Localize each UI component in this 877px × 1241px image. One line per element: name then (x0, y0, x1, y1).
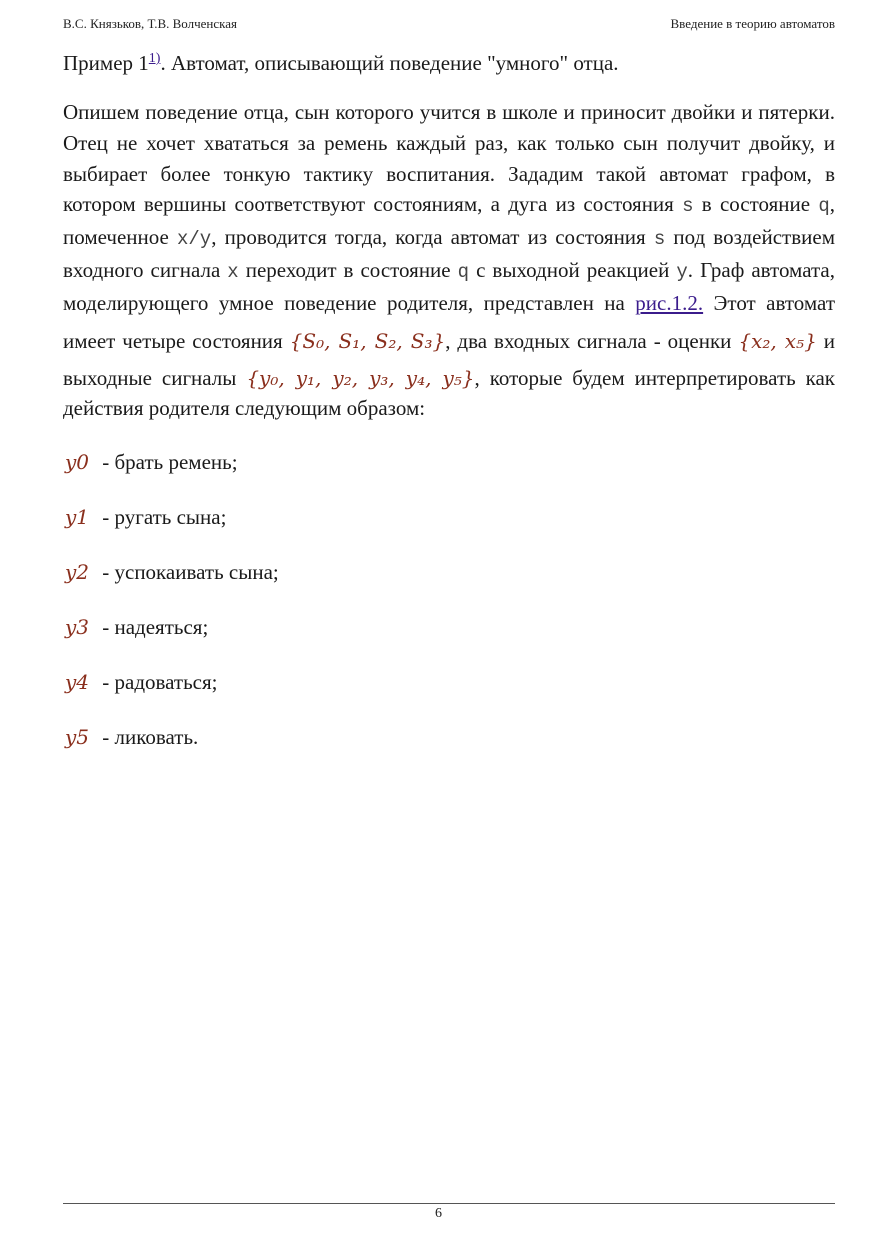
para-text: Опишем поведение отца, сын которого учится в школе и приносит двойки и пятерки. Отец не хочет хвататься за ремень каждый раз, как только сын получит двойку, и выбирает более тонкую тактику воспитания. Зададим такой автомат графом, в котором вершины соответствуют состояниям, а дуга из состояния (63, 100, 835, 217)
action-text: - брать ремень; (102, 450, 238, 475)
inputs-set: {x₂, x₅} (738, 328, 817, 353)
para-text: и выходные сигналы (63, 328, 836, 390)
action-text: - ликовать. (102, 725, 199, 750)
para-text: Этот автомат имеет четыре состояния (63, 290, 835, 353)
code-xy: x/y (177, 228, 212, 251)
para-text: . Граф автомата, моделирующего умное поведение родителя, представлен на (63, 257, 835, 315)
list-item (63, 497, 835, 552)
code-s: s (682, 195, 694, 218)
code-q: q (457, 260, 470, 283)
page-number: 6 (435, 1206, 442, 1221)
para-text: , помеченное (63, 192, 835, 250)
list-item (63, 717, 835, 772)
states-set: {S₀, S₁, S₂, S₃} (289, 328, 446, 353)
title-prefix: Пример 1 (63, 51, 149, 75)
main-paragraph (63, 97, 835, 424)
actions-list (63, 442, 835, 772)
para-text: , проводится тогда, когда автомат из состояния (211, 225, 654, 250)
header-book-title: Введение в теорию автоматов (670, 16, 835, 31)
list-item (63, 442, 835, 497)
para-text: в состояние (693, 192, 819, 217)
header-authors: В.С. Князьков, Т.В. Волченская (63, 16, 238, 31)
page-content (63, 40, 835, 772)
action-symbol: y3 (65, 615, 90, 640)
para-text: с выходной реакцией (469, 257, 677, 282)
list-item (63, 662, 835, 717)
title-rest: . Автомат, описывающий поведение "умного" отца. (160, 51, 619, 75)
code-x: x (227, 260, 239, 283)
para-text: под воздействием входного сигнала (63, 225, 835, 282)
action-text: - ругать сына; (102, 505, 227, 530)
action-text: - радоваться; (102, 670, 218, 695)
action-symbol: y2 (65, 560, 90, 585)
list-item (63, 607, 835, 662)
figure-link[interactable]: рис.1.2. (635, 290, 704, 315)
list-item (63, 552, 835, 607)
action-symbol: y4 (65, 670, 90, 695)
para-text: переходит в состояние (238, 257, 458, 282)
page-header (63, 16, 835, 36)
code-q: q (818, 195, 830, 218)
action-symbol: y0 (65, 450, 90, 475)
action-symbol: y5 (65, 725, 90, 750)
outputs-set: {y₀, y₁, y₂, y₃, y₄, y₅} (246, 365, 475, 390)
action-text: - успокаивать сына; (102, 560, 279, 585)
action-text: - надеяться; (102, 615, 209, 640)
code-s: s (653, 228, 666, 251)
footnote-link[interactable]: 1) (148, 51, 161, 66)
para-text: , два входных сигнала - оценки (445, 328, 739, 353)
footer-divider (63, 1203, 835, 1204)
action-symbol: y1 (65, 505, 90, 530)
para-text: , которые будем интерпретировать как действия родителя следующим образом: (63, 365, 836, 421)
code-y: y (676, 260, 688, 283)
example-title (63, 40, 835, 79)
